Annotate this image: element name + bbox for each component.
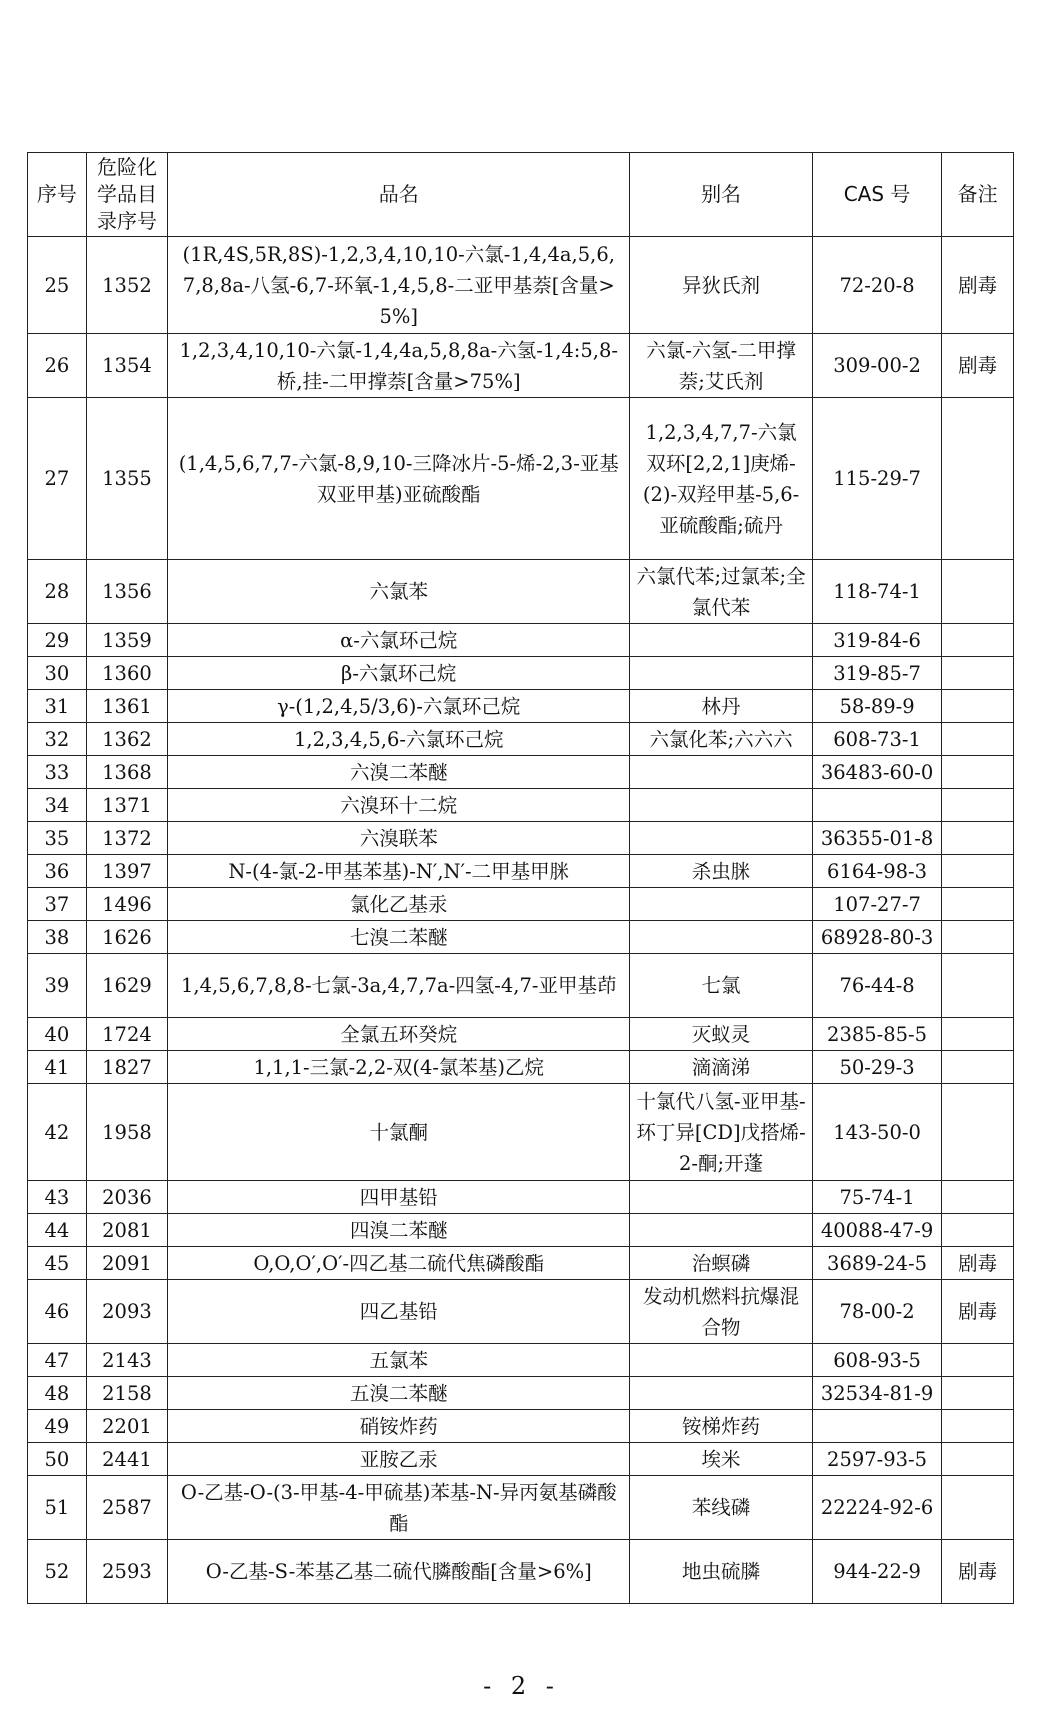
row-alias: 地虫硫膦: [630, 1540, 813, 1604]
row-seq: 50: [28, 1443, 87, 1476]
row-note: 剧毒: [942, 1247, 1014, 1280]
row-name: 全氯五环癸烷: [168, 1018, 630, 1051]
row-catalog-number: 1372: [86, 822, 168, 855]
row-name: α-六氯环己烷: [168, 624, 630, 657]
row-name: γ-(1,2,4,5/3,6)-六氯环己烷: [168, 690, 630, 723]
row-name: (1,4,5,6,7,7-六氯-8,9,10-三降冰片-5-烯-2,3-亚基双亚甲基)亚硫酸酯: [168, 398, 630, 560]
row-catalog-number: 1352: [86, 237, 168, 334]
row-catalog-number: 2593: [86, 1540, 168, 1604]
row-seq: 48: [28, 1377, 87, 1410]
row-cas: 2597-93-5: [812, 1443, 941, 1476]
row-name: 四溴二苯醚: [168, 1214, 630, 1247]
row-seq: 41: [28, 1051, 87, 1084]
row-cas: 78-00-2: [812, 1280, 941, 1344]
row-cas: 50-29-3: [812, 1051, 941, 1084]
row-note: 剧毒: [942, 237, 1014, 334]
row-note: [942, 1018, 1014, 1051]
row-name: O-乙基-O-(3-甲基-4-甲硫基)苯基-N-异丙氨基磷酸酯: [168, 1476, 630, 1540]
row-seq: 27: [28, 398, 87, 560]
row-note: [942, 1410, 1014, 1443]
row-catalog-number: 2158: [86, 1377, 168, 1410]
row-catalog-number: 1958: [86, 1084, 168, 1181]
row-cas: 68928-80-3: [812, 921, 941, 954]
row-cas: 32534-81-9: [812, 1377, 941, 1410]
table-row: [28, 334, 1014, 398]
table-row: [28, 855, 1014, 888]
row-cas: [812, 1410, 941, 1443]
row-name: 四甲基铅: [168, 1181, 630, 1214]
table-row: [28, 690, 1014, 723]
row-seq: 33: [28, 756, 87, 789]
row-catalog-number: 1368: [86, 756, 168, 789]
row-name: 氯化乙基汞: [168, 888, 630, 921]
row-name: O-乙基-S-苯基乙基二硫代膦酸酯[含量>6%]: [168, 1540, 630, 1604]
row-cas: 40088-47-9: [812, 1214, 941, 1247]
row-name: 1,2,3,4,10,10-六氯-1,4,4a,5,8,8a-六氢-1,4:5,8-桥,挂-二甲撑萘[含量>75%]: [168, 334, 630, 398]
row-seq: 35: [28, 822, 87, 855]
row-cas: 319-85-7: [812, 657, 941, 690]
row-catalog-number: 1355: [86, 398, 168, 560]
row-catalog-number: 2093: [86, 1280, 168, 1344]
row-seq: 25: [28, 237, 87, 334]
row-catalog-number: 1629: [86, 954, 168, 1018]
row-name: O,O,O′,O′-四乙基二硫代焦磷酸酯: [168, 1247, 630, 1280]
row-catalog-number: 2441: [86, 1443, 168, 1476]
table-row: [28, 954, 1014, 1018]
table-row: [28, 1214, 1014, 1247]
row-seq: 28: [28, 560, 87, 624]
row-alias: [630, 1181, 813, 1214]
row-note: 剧毒: [942, 1540, 1014, 1604]
row-alias: 杀虫脒: [630, 855, 813, 888]
row-alias: [630, 921, 813, 954]
table-row: [28, 1084, 1014, 1181]
row-note: [942, 921, 1014, 954]
row-cas: 2385-85-5: [812, 1018, 941, 1051]
row-alias: 林丹: [630, 690, 813, 723]
row-name: 1,2,3,4,5,6-六氯环己烷: [168, 723, 630, 756]
row-cas: 608-93-5: [812, 1344, 941, 1377]
row-note: [942, 624, 1014, 657]
row-alias: 六氯代苯;过氯苯;全氯代苯: [630, 560, 813, 624]
page-number: - 2 -: [483, 1672, 560, 1700]
row-name: 五溴二苯醚: [168, 1377, 630, 1410]
table-row: [28, 723, 1014, 756]
row-catalog-number: 1371: [86, 789, 168, 822]
row-catalog-number: 1356: [86, 560, 168, 624]
header-name: 品名: [168, 153, 630, 237]
row-seq: 47: [28, 1344, 87, 1377]
row-catalog-number: 1827: [86, 1051, 168, 1084]
row-cas: 143-50-0: [812, 1084, 941, 1181]
header-cas: CAS 号: [812, 153, 941, 237]
row-catalog-number: 1724: [86, 1018, 168, 1051]
row-seq: 26: [28, 334, 87, 398]
row-alias: [630, 1377, 813, 1410]
row-alias: 六氯化苯;六六六: [630, 723, 813, 756]
row-seq: 40: [28, 1018, 87, 1051]
row-alias: 六氯-六氢-二甲撑萘;艾氏剂: [630, 334, 813, 398]
row-seq: 39: [28, 954, 87, 1018]
row-catalog-number: 1359: [86, 624, 168, 657]
header-note: 备注: [942, 153, 1014, 237]
row-catalog-number: 1496: [86, 888, 168, 921]
table-row: [28, 1018, 1014, 1051]
row-cas: 115-29-7: [812, 398, 941, 560]
row-note: [942, 822, 1014, 855]
row-alias: 1,2,3,4,7,7-六氯双环[2,2,1]庚烯-(2)-双羟甲基-5,6-亚硫酸酯;硫丹: [630, 398, 813, 560]
row-note: [942, 723, 1014, 756]
row-note: [942, 1051, 1014, 1084]
row-alias: [630, 756, 813, 789]
row-alias: [630, 657, 813, 690]
row-note: [942, 657, 1014, 690]
row-name: 六氯苯: [168, 560, 630, 624]
table-row: [28, 398, 1014, 560]
row-note: [942, 560, 1014, 624]
row-note: [942, 954, 1014, 1018]
header-seq: 序号: [28, 153, 87, 237]
table-row: [28, 888, 1014, 921]
table-row: [28, 756, 1014, 789]
row-seq: 29: [28, 624, 87, 657]
header-catalog-number: 危险化学品目录序号: [86, 153, 168, 237]
row-alias: 滴滴涕: [630, 1051, 813, 1084]
row-name: 六溴联苯: [168, 822, 630, 855]
table-row: [28, 560, 1014, 624]
row-catalog-number: 2587: [86, 1476, 168, 1540]
row-note: [942, 690, 1014, 723]
row-note: [942, 855, 1014, 888]
row-seq: 38: [28, 921, 87, 954]
row-name: 亚胺乙汞: [168, 1443, 630, 1476]
table-row: [28, 921, 1014, 954]
row-seq: 43: [28, 1181, 87, 1214]
table-row: [28, 1280, 1014, 1344]
row-catalog-number: 1360: [86, 657, 168, 690]
row-note: [942, 1214, 1014, 1247]
row-note: [942, 1084, 1014, 1181]
row-name: 四乙基铅: [168, 1280, 630, 1344]
table-row: [28, 822, 1014, 855]
row-catalog-number: 1626: [86, 921, 168, 954]
row-alias: 灭蚁灵: [630, 1018, 813, 1051]
row-cas: 3689-24-5: [812, 1247, 941, 1280]
row-alias: 七氯: [630, 954, 813, 1018]
row-cas: 36483-60-0: [812, 756, 941, 789]
row-cas: 319-84-6: [812, 624, 941, 657]
table-row: [28, 237, 1014, 334]
row-note: 剧毒: [942, 1280, 1014, 1344]
row-alias: [630, 888, 813, 921]
row-cas: 36355-01-8: [812, 822, 941, 855]
row-cas: 22224-92-6: [812, 1476, 941, 1540]
row-seq: 45: [28, 1247, 87, 1280]
table-row: [28, 1443, 1014, 1476]
row-catalog-number: 2201: [86, 1410, 168, 1443]
row-name: 六溴二苯醚: [168, 756, 630, 789]
row-cas: 72-20-8: [812, 237, 941, 334]
row-name: β-六氯环己烷: [168, 657, 630, 690]
row-name: 七溴二苯醚: [168, 921, 630, 954]
row-cas: 309-00-2: [812, 334, 941, 398]
row-name: 十氯酮: [168, 1084, 630, 1181]
chemicals-table: [27, 152, 1014, 1604]
row-name: 1,4,5,6,7,8,8-七氯-3a,4,7,7a-四氢-4,7-亚甲基茚: [168, 954, 630, 1018]
row-seq: 49: [28, 1410, 87, 1443]
table-row: [28, 1377, 1014, 1410]
row-catalog-number: 1397: [86, 855, 168, 888]
row-catalog-number: 2143: [86, 1344, 168, 1377]
row-cas: 608-73-1: [812, 723, 941, 756]
row-seq: 30: [28, 657, 87, 690]
row-catalog-number: 2081: [86, 1214, 168, 1247]
row-seq: 46: [28, 1280, 87, 1344]
row-alias: 铵梯炸药: [630, 1410, 813, 1443]
row-note: [942, 888, 1014, 921]
row-note: [942, 756, 1014, 789]
row-cas: 6164-98-3: [812, 855, 941, 888]
row-note: 剧毒: [942, 334, 1014, 398]
row-seq: 42: [28, 1084, 87, 1181]
row-cas: [812, 789, 941, 822]
row-note: [942, 1377, 1014, 1410]
row-alias: 发动机燃料抗爆混合物: [630, 1280, 813, 1344]
row-name: (1R,4S,5R,8S)-1,2,3,4,10,10-六氯-1,4,4a,5,6,7,8,8a-八氢-6,7-环氧-1,4,5,8-二亚甲基萘[含量>5%]: [168, 237, 630, 334]
row-note: [942, 1181, 1014, 1214]
row-alias: [630, 1344, 813, 1377]
row-alias: 异狄氏剂: [630, 237, 813, 334]
row-alias: 治螟磷: [630, 1247, 813, 1280]
row-catalog-number: 1362: [86, 723, 168, 756]
row-seq: 34: [28, 789, 87, 822]
table-body: [28, 237, 1014, 1604]
row-note: [942, 1443, 1014, 1476]
row-alias: [630, 789, 813, 822]
row-seq: 44: [28, 1214, 87, 1247]
row-cas: 76-44-8: [812, 954, 941, 1018]
table-row: [28, 1344, 1014, 1377]
row-note: [942, 398, 1014, 560]
row-note: [942, 1476, 1014, 1540]
row-catalog-number: 1361: [86, 690, 168, 723]
row-alias: [630, 1214, 813, 1247]
row-catalog-number: 1354: [86, 334, 168, 398]
row-seq: 32: [28, 723, 87, 756]
row-seq: 52: [28, 1540, 87, 1604]
row-note: [942, 1344, 1014, 1377]
row-seq: 37: [28, 888, 87, 921]
row-cas: 75-74-1: [812, 1181, 941, 1214]
row-cas: 944-22-9: [812, 1540, 941, 1604]
row-cas: 107-27-7: [812, 888, 941, 921]
table-row: [28, 1051, 1014, 1084]
row-cas: 118-74-1: [812, 560, 941, 624]
row-catalog-number: 2091: [86, 1247, 168, 1280]
table-row: [28, 624, 1014, 657]
row-seq: 36: [28, 855, 87, 888]
table-row: [28, 1476, 1014, 1540]
table-row: [28, 657, 1014, 690]
row-name: 五氯苯: [168, 1344, 630, 1377]
row-seq: 51: [28, 1476, 87, 1540]
row-cas: 58-89-9: [812, 690, 941, 723]
row-name: N-(4-氯-2-甲基苯基)-N′,N′-二甲基甲脒: [168, 855, 630, 888]
row-alias: 苯线磷: [630, 1476, 813, 1540]
row-note: [942, 789, 1014, 822]
table-row: [28, 789, 1014, 822]
row-catalog-number: 2036: [86, 1181, 168, 1214]
table-header-row: [28, 153, 1014, 237]
row-name: 六溴环十二烷: [168, 789, 630, 822]
table-row: [28, 1540, 1014, 1604]
row-alias: [630, 822, 813, 855]
row-name: 硝铵炸药: [168, 1410, 630, 1443]
row-name: 1,1,1-三氯-2,2-双(4-氯苯基)乙烷: [168, 1051, 630, 1084]
row-alias: [630, 624, 813, 657]
row-alias: 埃米: [630, 1443, 813, 1476]
row-alias: 十氯代八氢-亚甲基-环丁异[CD]戊搭烯-2-酮;开蓬: [630, 1084, 813, 1181]
header-alias: 别名: [630, 153, 813, 237]
table-row: [28, 1410, 1014, 1443]
row-seq: 31: [28, 690, 87, 723]
table-row: [28, 1247, 1014, 1280]
table-row: [28, 1181, 1014, 1214]
